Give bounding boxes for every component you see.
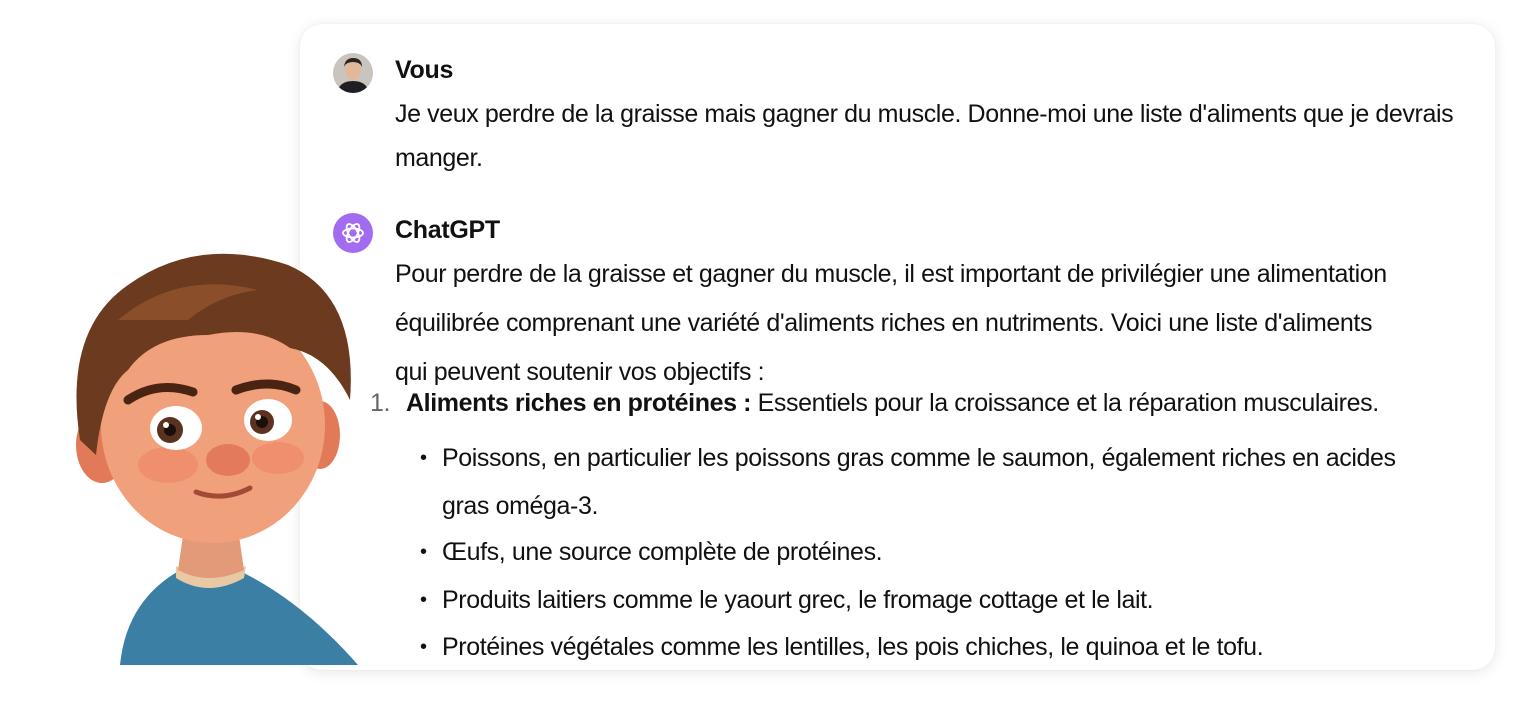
bullet-item <box>420 434 1432 530</box>
bullet-dot-icon: • <box>420 636 427 658</box>
bullet-text: Œufs, une source complète de protéines. <box>442 538 883 566</box>
bullet-item <box>420 576 1432 624</box>
list-item-title: Aliments riches en protéines : <box>406 389 752 417</box>
bullet-text: Protéines végétales comme les lentilles, les pois chiches, le quinoa et le tofu. <box>442 633 1264 661</box>
chat-panel <box>300 24 1495 670</box>
cartoon-boy-illustration <box>58 240 373 665</box>
user-avatar <box>333 53 373 93</box>
user-message: Je veux perdre de la graisse mais gagner du muscle. Donne-moi une liste d'aliments que je devrais manger. <box>395 100 1454 172</box>
assistant-intro: Pour perdre de la graisse et gagner du muscle, il est important de privilégier une alimentation équilibrée comprenant une variété d'aliments riches en nutriments. Voici une liste d'aliments qui peuvent soutenir vos objectifs : <box>395 260 1387 386</box>
user-avatar-icon <box>333 53 373 93</box>
bullet-dot-icon: • <box>420 541 427 563</box>
bullet-dot-icon: • <box>420 589 427 611</box>
user-name: Vous <box>395 56 454 84</box>
bullet-item <box>420 623 1432 670</box>
cartoon-boy-icon <box>58 240 373 665</box>
assistant-name: ChatGPT <box>395 216 500 244</box>
bullet-text: Produits laitiers comme le yaourt grec, le fromage cottage et le lait. <box>442 586 1154 614</box>
list-item-description: Essentiels pour la croissance et la réparation musculaires. <box>757 389 1379 417</box>
bullet-dot-icon: • <box>420 447 427 469</box>
bullet-item <box>420 528 1432 576</box>
list-item <box>370 389 1379 418</box>
list-number: 1. <box>370 389 391 417</box>
bullet-text: Poissons, en particulier les poissons gras comme le saumon, également riches en acides gras oméga-3. <box>442 444 1396 520</box>
